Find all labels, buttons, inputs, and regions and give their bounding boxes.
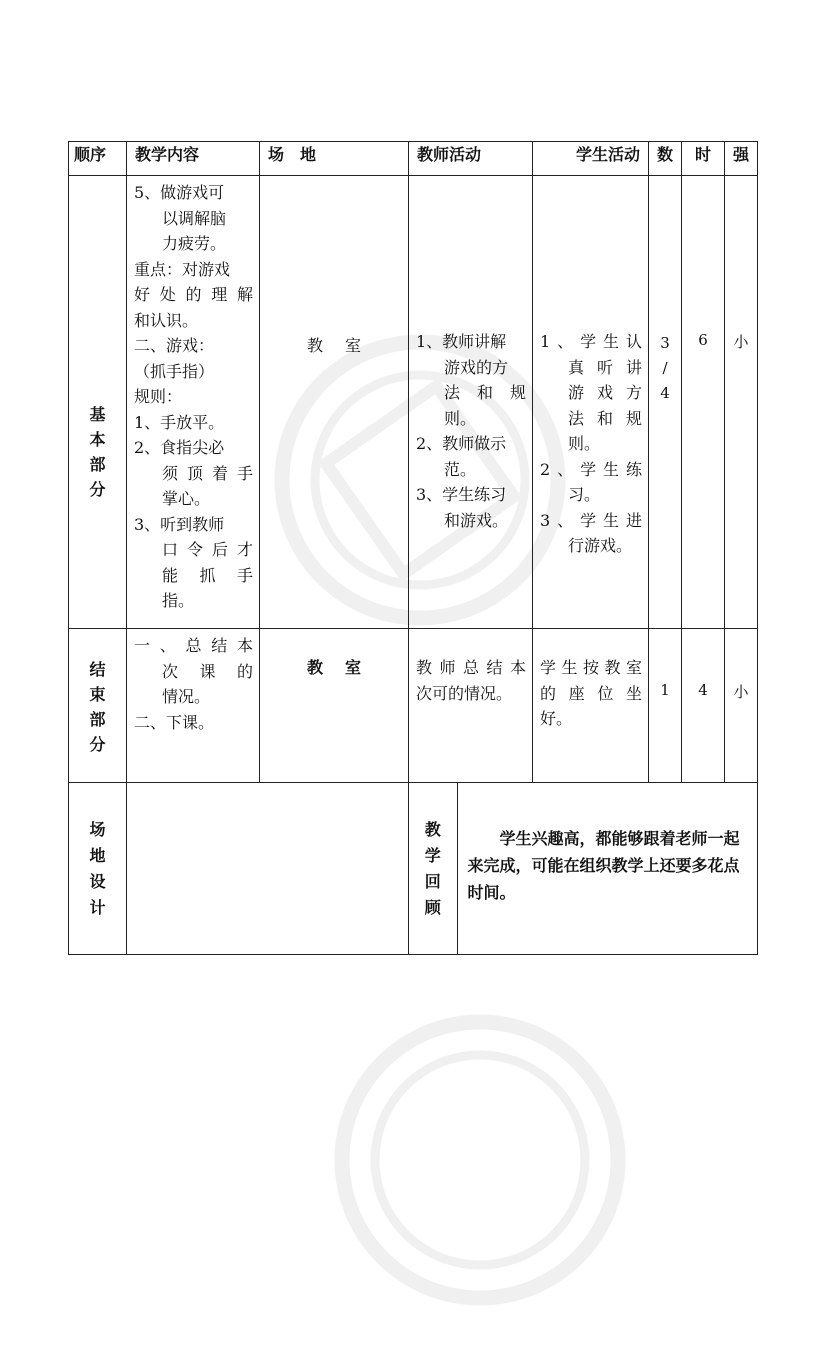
ending-student-activity	[533, 629, 649, 783]
watermark-logo-bottom	[271, 951, 689, 1369]
student-line: 1、学生认	[540, 332, 642, 351]
header-student: 学生活动	[533, 142, 649, 176]
basic-venue: 教室	[306, 336, 383, 355]
content-line: 二、游戏：	[134, 336, 215, 355]
student-line: 2、学生练	[540, 459, 642, 479]
teacher-line: 3、学生练习	[416, 485, 507, 504]
header-count: 数	[649, 142, 682, 176]
ending-intensity: 小	[725, 629, 758, 783]
review-text	[457, 783, 757, 954]
student-line: 真听讲	[568, 357, 642, 377]
design-char: 计	[89, 897, 106, 917]
content-line: 2、食指尖必	[134, 438, 225, 457]
teacher-line: 则。	[444, 408, 477, 428]
teacher-line: 法和规	[444, 383, 526, 402]
basic-intensity: 小	[725, 176, 758, 629]
content-line: 好处的理解	[134, 285, 253, 304]
ending-title-char: 束	[89, 684, 106, 704]
header-time: 时	[682, 142, 725, 176]
header-row	[69, 142, 758, 176]
basic-title-char: 部	[89, 455, 106, 474]
content-line: 情况。	[162, 687, 211, 706]
ending-title-char: 部	[89, 709, 106, 729]
content-line: 口令后才	[162, 540, 253, 559]
basic-student-activity	[533, 176, 649, 629]
content-line: 重点：对游戏	[134, 259, 231, 279]
basic-section-row	[69, 176, 758, 629]
teacher-line: 和游戏。	[444, 510, 509, 530]
content-line: （抓手指）	[134, 361, 215, 381]
review-inner-table	[409, 783, 757, 954]
basic-title-char: 本	[89, 430, 106, 449]
header-order: 顺序	[69, 142, 127, 176]
teacher-line: 2、教师做示	[416, 434, 507, 453]
review-cell	[409, 783, 758, 955]
basic-title-char: 分	[89, 480, 106, 499]
content-line: 5、做游戏可	[134, 183, 225, 202]
design-char: 场	[89, 819, 106, 839]
ending-teacher-activity	[409, 629, 533, 783]
ending-venue-cell	[260, 629, 409, 783]
ending-venue: 教室	[306, 658, 383, 677]
basic-count	[649, 176, 682, 629]
content-line: 须顶着手	[162, 463, 253, 483]
student-line: 行游戏。	[568, 536, 633, 555]
content-line: 掌心。	[162, 489, 211, 508]
ending-section-title	[69, 629, 127, 783]
student-line: 3、学生进	[540, 510, 642, 530]
basic-time: 6	[682, 176, 725, 629]
teacher-line: 教师总结本	[416, 658, 526, 677]
content-line: 力疲劳。	[162, 234, 227, 253]
content-line: 1、手放平。	[134, 412, 225, 432]
review-char: 学	[424, 846, 441, 865]
content-line: 以调解脑	[162, 208, 227, 228]
content-line: 一、总结本	[134, 636, 253, 655]
review-label	[409, 783, 457, 954]
ending-time: 4	[682, 629, 725, 783]
teacher-line: 游戏的方	[444, 357, 509, 377]
count-char: 4	[660, 384, 670, 402]
student-line: 游戏方	[568, 383, 642, 402]
review-char: 回	[424, 872, 441, 891]
content-line: 次课的	[162, 661, 253, 681]
student-line: 习。	[568, 485, 601, 504]
header-venue: 场 地	[260, 142, 409, 176]
student-line: 好。	[540, 709, 573, 728]
review-char: 教	[424, 820, 441, 839]
basic-content	[127, 176, 260, 629]
content-line: 能抓手	[162, 565, 253, 585]
design-char: 地	[89, 845, 106, 865]
student-line: 法和规	[568, 408, 642, 428]
content-line: 3、听到教师	[134, 514, 225, 534]
venue-design-label	[69, 783, 127, 955]
ending-title-char: 分	[89, 734, 106, 754]
ending-content	[127, 629, 260, 783]
review-char: 顾	[424, 898, 441, 917]
lesson-plan-table	[68, 141, 758, 955]
ending-count: 1	[649, 629, 682, 783]
design-char: 设	[89, 871, 106, 891]
teacher-line: 1、教师讲解	[416, 332, 507, 351]
venue-design-area	[127, 783, 409, 955]
content-line: 二、下课。	[134, 712, 215, 732]
basic-title-char: 基	[89, 405, 106, 424]
student-line: 学生按教室	[540, 658, 642, 677]
student-line: 则。	[568, 434, 601, 453]
header-intensity: 强	[725, 142, 758, 176]
basic-teacher-activity	[409, 176, 533, 629]
basic-venue-cell	[260, 176, 409, 629]
review-paragraph: 学生兴趣高，都能够跟着老师一起来完成，可能在组织教学上还要多花点时间。	[467, 829, 740, 902]
teacher-line: 次可的情况。	[416, 683, 513, 703]
basic-section-title	[69, 176, 127, 629]
count-char: /	[662, 359, 668, 377]
content-line: 规则：	[134, 387, 183, 406]
ending-title-char: 结	[89, 659, 106, 679]
ending-section-row	[69, 629, 758, 783]
teacher-line: 范。	[444, 459, 477, 479]
content-line: 和认识。	[134, 310, 199, 330]
content-line: 指。	[162, 591, 195, 610]
count-char: 3	[660, 334, 670, 352]
student-line: 的座位坐	[540, 683, 642, 703]
footer-row	[69, 783, 758, 955]
header-teacher: 教师活动	[409, 142, 533, 176]
header-content: 教学内容	[127, 142, 260, 176]
